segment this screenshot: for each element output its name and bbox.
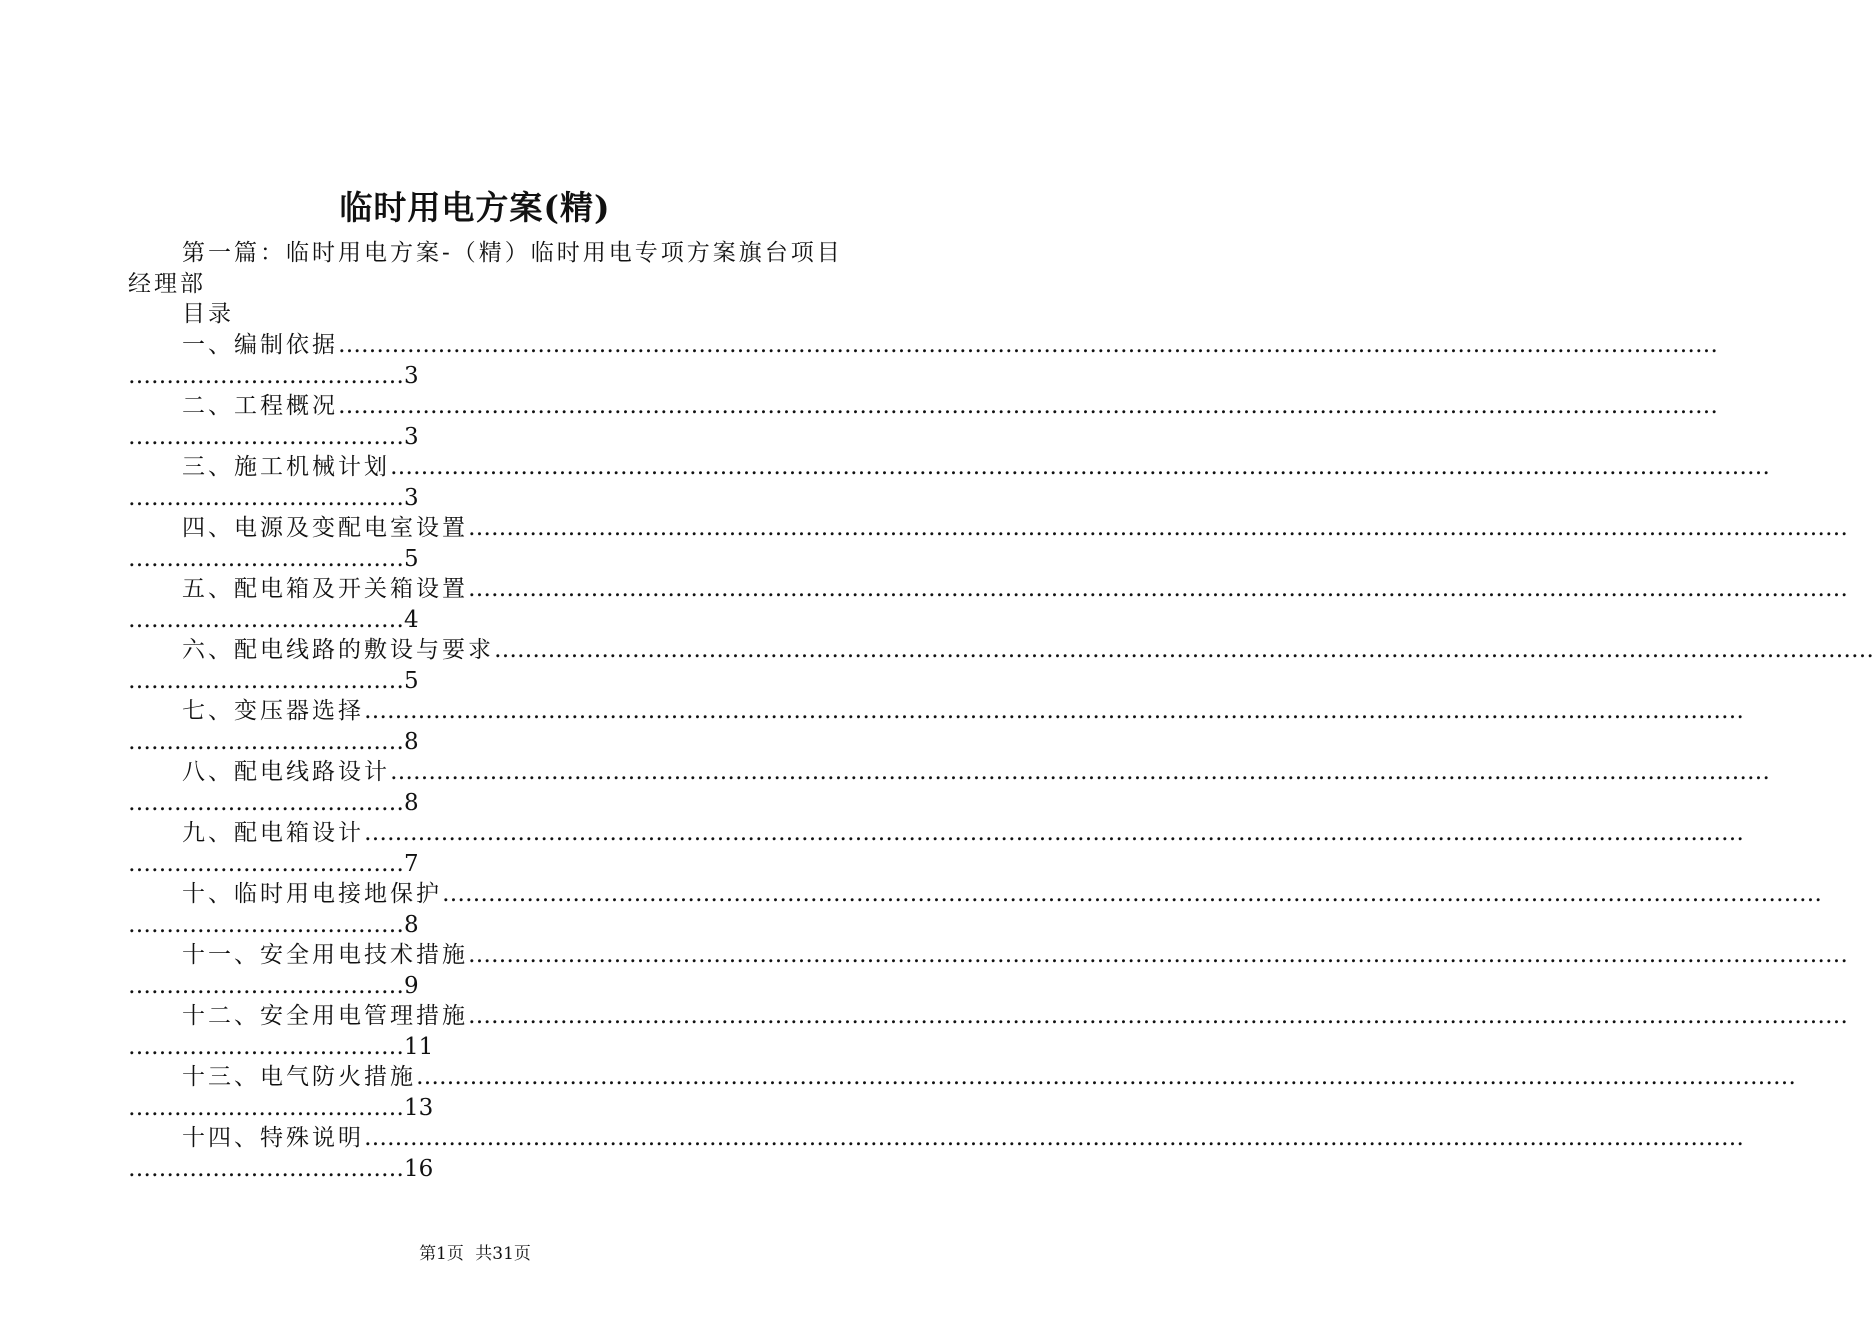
toc-entry-title-row: [182, 330, 1718, 360]
toc-leader-dots: ………………………………………………………………………………………………………………………………………………………………: [338, 332, 1718, 358]
toc-leader-dots: ………………………………………………………………………………………………………………………………………………………………: [416, 1064, 1796, 1090]
toc-entry-page-row: [128, 726, 419, 758]
toc-entry: [128, 452, 1770, 514]
toc-entry-title-row: [182, 940, 1848, 970]
toc-entry-label: 六、配电线路的敷设与要求: [182, 637, 494, 663]
toc-entry-page-number: 3: [404, 485, 419, 511]
toc-leader-dots: ………………………………: [128, 485, 404, 511]
toc-entry-label: 十、临时用电接地保护: [182, 881, 442, 907]
toc-leader-dots: ………………………………: [128, 973, 404, 999]
toc-entry-label: 八、配电线路设计: [182, 759, 390, 785]
toc-entry: [128, 757, 1770, 819]
toc-leader-dots: ………………………………………………………………………………………………………………………………………………………………: [364, 698, 1744, 724]
toc-entry-page-number: 5: [404, 546, 419, 572]
toc-leader-dots: ………………………………………………………………………………………………………………………………………………………………: [390, 454, 1770, 480]
toc-entry-page-row: [128, 909, 419, 941]
toc-entry: [128, 1123, 1744, 1185]
toc-entry-page-number: 9: [404, 973, 419, 999]
toc-entry-page-number: 3: [404, 363, 419, 389]
page-footer: [0, 1242, 950, 1266]
toc-entry-label: 九、配电箱设计: [182, 820, 364, 846]
toc-leader-dots: ………………………………: [128, 851, 404, 877]
toc-entry: [128, 818, 1744, 880]
toc-entry-page-row: [128, 1153, 433, 1185]
toc-leader-dots: ………………………………………………………………………………………………………………………………………………………………: [338, 393, 1718, 419]
toc-entry-page-number: 13: [404, 1095, 434, 1121]
toc-entry-title-row: [182, 1001, 1848, 1031]
toc-leader-dots: ………………………………: [128, 790, 404, 816]
toc-entry-label: 三、施工机械计划: [182, 454, 390, 480]
toc-entry: [128, 1062, 1796, 1124]
toc-entry: [128, 635, 1874, 697]
toc-entry-page-row: [128, 665, 419, 697]
toc-entry: [128, 696, 1744, 758]
toc-entry: [128, 940, 1848, 1002]
toc-entry-page-number: 5: [404, 668, 419, 694]
toc-entry-label: 二、工程概况: [182, 393, 338, 419]
toc-leader-dots: ………………………………: [128, 1156, 404, 1182]
toc-entry-title-row: [182, 879, 1822, 909]
toc-leader-dots: ………………………………: [128, 546, 404, 572]
toc-entry-page-number: 16: [404, 1156, 434, 1182]
toc-entry-page-row: [128, 482, 419, 514]
toc-leader-dots: ………………………………………………………………………………………………………………………………………………………………: [390, 759, 1770, 785]
toc-entry-title-row: [182, 452, 1770, 482]
toc-entry-page-row: [128, 421, 419, 453]
toc-entry-title-row: [182, 391, 1718, 421]
toc-entry: [128, 391, 1718, 453]
toc-entry-page-row: [128, 360, 419, 392]
toc-entry-title-row: [182, 696, 1744, 726]
toc-entry-page-number: 11: [404, 1034, 434, 1060]
toc-entry: [128, 574, 1848, 636]
toc-entry-page-row: [128, 970, 419, 1002]
toc-entry-label: 五、配电箱及开关箱设置: [182, 576, 468, 602]
toc-leader-dots: ………………………………: [128, 729, 404, 755]
page-total: 共31页: [475, 1244, 531, 1264]
toc-leader-dots: ………………………………: [128, 363, 404, 389]
toc-entry-label: 四、电源及变配电室设置: [182, 515, 468, 541]
intro-line-2: 经理部: [128, 271, 206, 297]
toc-entry-label: 十二、安全用电管理措施: [182, 1003, 468, 1029]
toc-entry-label: 十一、安全用电技术措施: [182, 942, 468, 968]
toc-leader-dots: ………………………………: [128, 912, 404, 938]
document-title: 临时用电方案(精): [339, 188, 611, 227]
toc-entry-title-row: [182, 635, 1874, 665]
toc-entry: [128, 330, 1718, 392]
toc-entry-title-row: [182, 818, 1744, 848]
toc-entry-label: 十四、特殊说明: [182, 1125, 364, 1151]
toc-entry: [128, 1001, 1848, 1063]
toc-entry-page-row: [128, 1092, 433, 1124]
toc-leader-dots: ………………………………: [128, 1034, 404, 1060]
toc-leader-dots: ………………………………………………………………………………………………………………………………………………………………: [364, 820, 1744, 846]
toc-leader-dots: ………………………………………………………………………………………………………………………………………………………………: [468, 515, 1848, 541]
toc-leader-dots: ………………………………………………………………………………………………………………………………………………………………: [468, 1003, 1848, 1029]
toc-entry-page-row: [128, 848, 419, 880]
toc-entry-page-number: 4: [404, 607, 419, 633]
toc-leader-dots: ………………………………………………………………………………………………………………………………………………………………: [364, 1125, 1744, 1151]
toc-entry-page-number: 3: [404, 424, 419, 450]
toc-leader-dots: ………………………………………………………………………………………………………………………………………………………………: [494, 637, 1874, 663]
toc-leader-dots: ………………………………………………………………………………………………………………………………………………………………: [468, 576, 1848, 602]
toc-entry-page-row: [128, 1031, 433, 1063]
toc-entry-label: 一、编制依据: [182, 332, 338, 358]
toc-entry-title-row: [182, 1062, 1796, 1092]
toc-label: 目录: [182, 301, 234, 327]
toc-entry-label: 七、变压器选择: [182, 698, 364, 724]
toc-entry-page-number: 8: [404, 790, 419, 816]
toc-entry-title-row: [182, 574, 1848, 604]
toc-leader-dots: ………………………………………………………………………………………………………………………………………………………………: [442, 881, 1822, 907]
toc-entry: [128, 879, 1822, 941]
page-number: 第1页: [419, 1244, 464, 1264]
toc-entry-title-row: [182, 1123, 1744, 1153]
toc-entry-page-number: 7: [404, 851, 419, 877]
toc-entry-page-row: [128, 787, 419, 819]
toc-leader-dots: ………………………………: [128, 607, 404, 633]
toc-entry-page-number: 8: [404, 912, 419, 938]
toc-entry: [128, 513, 1848, 575]
toc-entry-page-row: [128, 543, 419, 575]
toc-entry-page-number: 8: [404, 729, 419, 755]
toc-leader-dots: ………………………………………………………………………………………………………………………………………………………………: [468, 942, 1848, 968]
toc-entry-label: 十三、电气防火措施: [182, 1064, 416, 1090]
toc-entry-page-row: [128, 604, 419, 636]
intro-line-1: 第一篇：临时用电方案-（精）临时用电专项方案旗台项目: [182, 240, 843, 266]
toc-entry-title-row: [182, 757, 1770, 787]
toc-leader-dots: ………………………………: [128, 668, 404, 694]
toc-leader-dots: ………………………………: [128, 424, 404, 450]
toc-entry-title-row: [182, 513, 1848, 543]
toc-leader-dots: ………………………………: [128, 1095, 404, 1121]
